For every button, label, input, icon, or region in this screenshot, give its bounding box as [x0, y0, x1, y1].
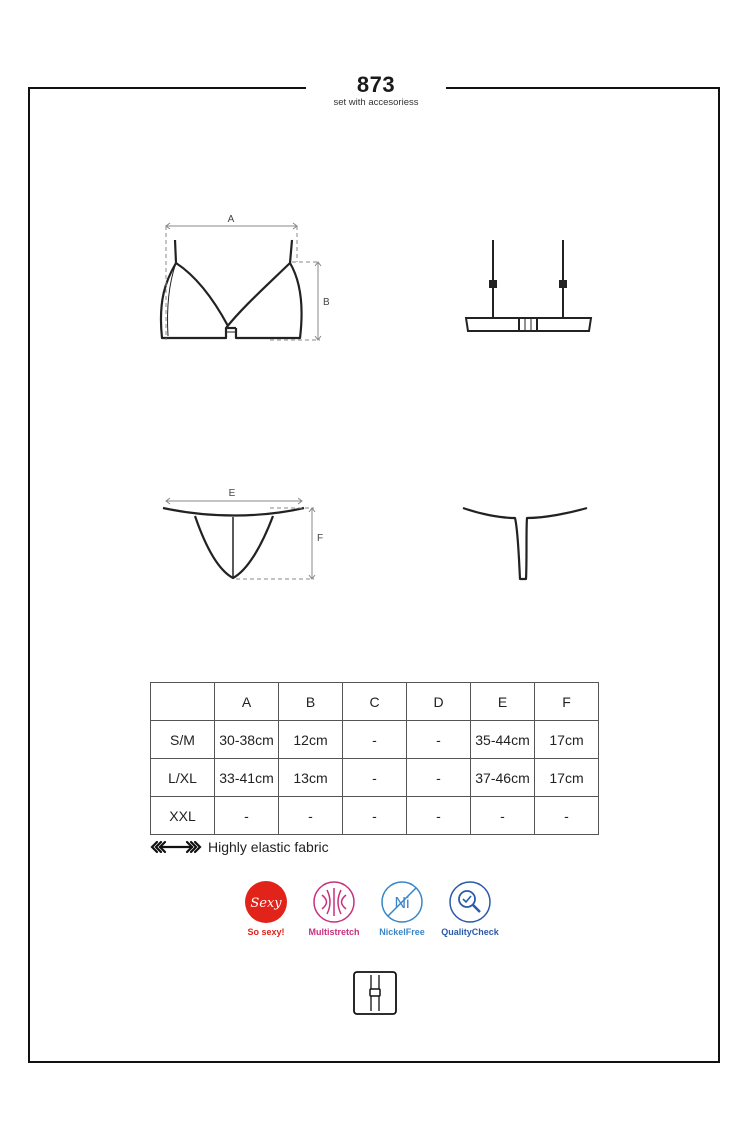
table-cell: -	[535, 797, 599, 835]
table-cell: -	[215, 797, 279, 835]
badge-label: QualityCheck	[441, 927, 499, 937]
panty-back-drawing	[463, 508, 587, 579]
table-cell: -	[407, 759, 471, 797]
table-cell: -	[343, 721, 407, 759]
table-cell: S/M	[151, 721, 215, 759]
table-cell: -	[343, 759, 407, 797]
model-number: 873	[356, 72, 396, 97]
table-cell: 37-46cm	[471, 759, 535, 797]
table-cell: 12cm	[279, 721, 343, 759]
table-header-cell: A	[215, 683, 279, 721]
double-arrow-elastic-icon	[150, 839, 202, 855]
badge-label: So sexy!	[247, 927, 285, 937]
fabric-note-label: Highly elastic fabric	[208, 839, 329, 855]
table-cell: 17cm	[535, 721, 599, 759]
badge-so-sexy	[232, 880, 300, 937]
badge-label: NickelFree	[379, 927, 425, 937]
table-cell: 13cm	[279, 759, 343, 797]
table-cell: 30-38cm	[215, 721, 279, 759]
product-subtitle: set with accesoriess	[333, 97, 419, 108]
table-header-cell: C	[343, 683, 407, 721]
feature-badges	[232, 880, 504, 937]
table-row	[151, 759, 599, 797]
table-cell: -	[407, 797, 471, 835]
measure-label-f: F	[317, 533, 324, 544]
table-header-cell	[151, 683, 215, 721]
badge-label: Multistretch	[308, 927, 360, 937]
table-cell: -	[407, 721, 471, 759]
panty-front-drawing	[163, 508, 304, 578]
table-cell: -	[279, 797, 343, 835]
table-cell: 33-41cm	[215, 759, 279, 797]
table-cell: -	[343, 797, 407, 835]
badge-quality-check	[436, 880, 504, 937]
badge-multistretch	[300, 880, 368, 937]
fabric-note	[150, 839, 329, 855]
table-header-row	[151, 683, 599, 721]
table-cell: -	[471, 797, 535, 835]
table-header-cell: E	[471, 683, 535, 721]
bra-back-drawing	[466, 240, 591, 331]
svg-text:Ni: Ni	[394, 895, 410, 912]
svg-text:Sexy: Sexy	[250, 896, 282, 911]
table-cell: 35-44cm	[471, 721, 535, 759]
table-header-cell: B	[279, 683, 343, 721]
badge-nickel-free	[368, 880, 436, 937]
size-table	[150, 682, 599, 835]
back-closure-icon	[353, 971, 397, 1020]
table-header-cell: F	[535, 683, 599, 721]
nickel-free-icon	[380, 880, 424, 924]
bra-front-drawing	[161, 240, 302, 338]
multistretch-icon	[312, 880, 356, 924]
quality-check-icon	[448, 880, 492, 924]
table-cell: 17cm	[535, 759, 599, 797]
table-header-cell: D	[407, 683, 471, 721]
table-cell: L/XL	[151, 759, 215, 797]
sexy-icon	[244, 880, 288, 924]
table-row	[151, 797, 599, 835]
measure-label-b: B	[323, 297, 330, 308]
measure-label-a: A	[227, 214, 235, 225]
measure-label-e: E	[228, 488, 236, 499]
table-cell: XXL	[151, 797, 215, 835]
table-row	[151, 721, 599, 759]
